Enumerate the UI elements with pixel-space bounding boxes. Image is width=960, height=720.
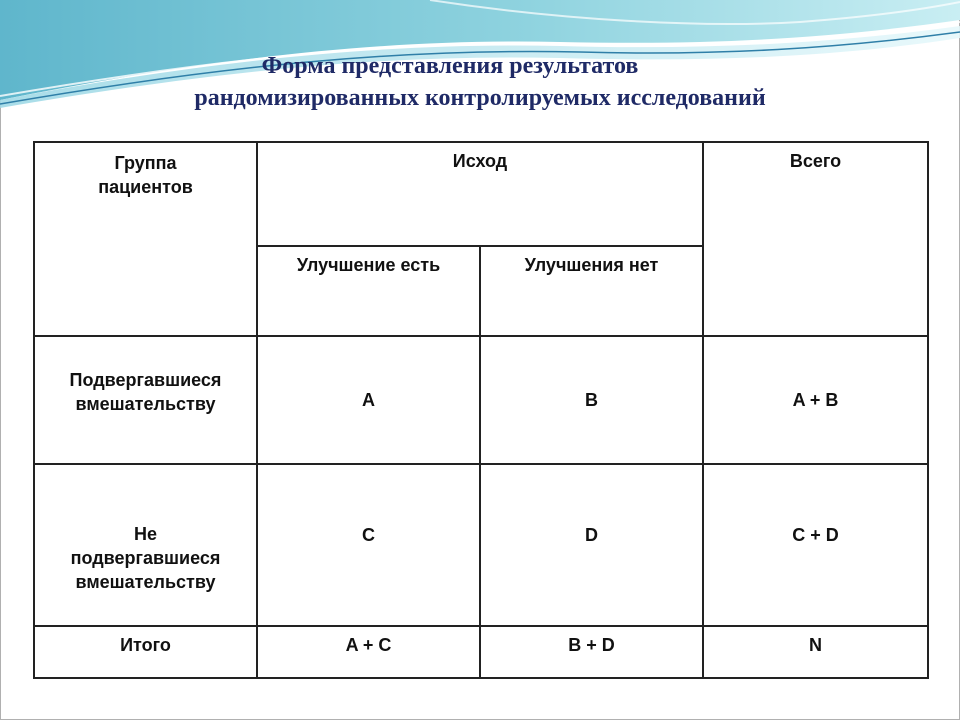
title-line-1: Форма представления результатов [261, 53, 639, 79]
table-row [34, 626, 928, 678]
slide-title [0, 50, 960, 114]
rct-results-table [33, 141, 929, 679]
row-label-line: вмешательству [75, 572, 216, 592]
header-group-line1: Группа [114, 153, 177, 173]
title-line-2: рандомизированных контролируемых исследований [194, 85, 766, 111]
cell-b: B [480, 336, 703, 464]
table-row [34, 464, 928, 626]
cell-n: N [703, 626, 928, 678]
cell-a-plus-c: A + C [257, 626, 480, 678]
row-label-no-intervention [34, 464, 257, 626]
header-not-improved: Улучшения нет [480, 246, 703, 336]
row-label-line: подвергавшиеся [70, 548, 221, 568]
row-label-line: Не [133, 524, 157, 544]
row-label-line: Подвергавшиеся [69, 370, 222, 390]
table-row [34, 336, 928, 464]
row-label-line: вмешательству [75, 394, 216, 414]
row-label-total: Итого [34, 626, 257, 678]
header-outcome: Исход [257, 142, 703, 246]
cell-c: C [257, 464, 480, 626]
header-patient-group [34, 142, 257, 336]
cell-b-plus-d: B + D [480, 626, 703, 678]
cell-c-plus-d: C + D [703, 464, 928, 626]
header-group-line2: пациентов [98, 177, 193, 197]
row-label-intervention [34, 336, 257, 464]
header-total: Всего [703, 142, 928, 336]
cell-a-plus-b: A + B [703, 336, 928, 464]
cell-d: D [480, 464, 703, 626]
header-improved: Улучшение есть [257, 246, 480, 336]
cell-a: A [257, 336, 480, 464]
